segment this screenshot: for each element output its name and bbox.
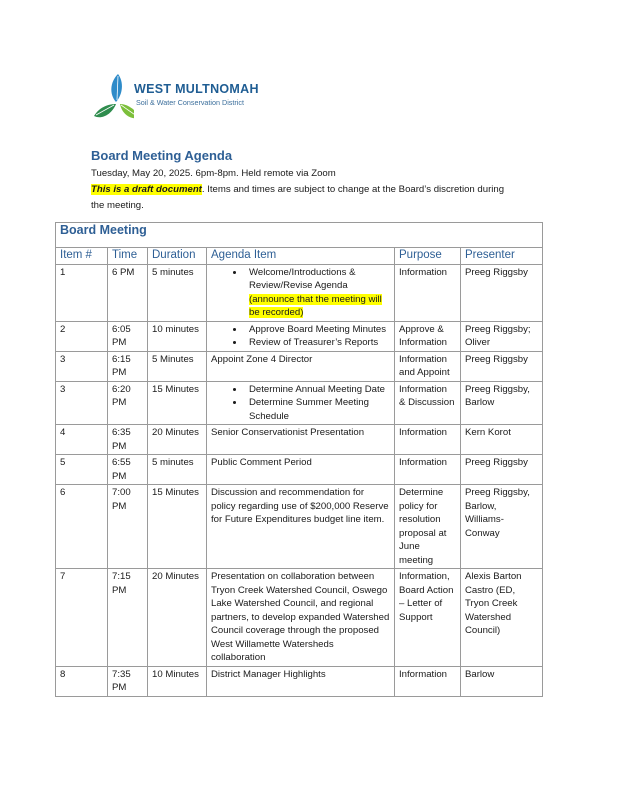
cell-time: 7:00 PM [108,485,148,569]
cell-agenda-item [207,264,395,321]
cell-time: 6:05 PM [108,321,148,351]
table-row [56,569,543,667]
table-header-row [56,248,543,265]
cell-duration: 20 Minutes [148,569,207,667]
cell-agenda-item: Appoint Zone 4 Director [207,351,395,381]
cell-purpose: Information [395,666,461,696]
cell-agenda-item: Presentation on collaboration between Tryon Creek Watershed Council, Oswego Lake Watershed Council, and regional partners, to develop expanded Watershed Council coverage through the proposed West Willamette Watersheds collaboration [207,569,395,667]
cell-presenter: Preeg Riggsby [461,264,543,321]
cell-time: 6:20 PM [108,381,148,425]
cell-item: 4 [56,425,108,455]
agenda-table [55,222,543,697]
cell-agenda-item [207,381,395,425]
agenda-bullet: • Approve Board Meeting Minutes [245,323,390,337]
cell-item: 6 [56,485,108,569]
cell-item: 5 [56,455,108,485]
cell-purpose: Information, Board Action – Letter of Support [395,569,461,667]
cell-purpose: Information [395,264,461,321]
org-subtitle: Soil & Water Conservation District [136,98,244,107]
cell-time: 7:15 PM [108,569,148,667]
cell-purpose: Determine policy for resolution proposal at June meeting [395,485,461,569]
cell-time: 6 PM [108,264,148,321]
table-title: Board Meeting [56,223,543,248]
table-row [56,381,543,425]
cell-presenter: Preeg Riggsby [461,351,543,381]
cell-item: 3 [56,351,108,381]
draft-label: This is a draft document [91,184,202,195]
page-title: Board Meeting Agenda [91,148,233,163]
table-row [56,351,543,381]
cell-agenda-item [207,321,395,351]
cell-presenter: Preeg Riggsby, Barlow [461,381,543,425]
cell-presenter: Alexis Barton Castro (ED, Tryon Creek Watershed Council) [461,569,543,667]
header-time: Time [108,248,148,265]
draft-notice-text: . Items and times are subject to change at the Board’s discretion during [201,184,505,195]
cell-purpose: Information [395,455,461,485]
district-logo [90,72,330,127]
agenda-bullet-text: Welcome/Introductions & Review/Revise Agenda [249,266,356,291]
header-item: Item # [56,248,108,265]
recording-note: (announce that the meeting will be recorded) [249,293,382,318]
org-name: WEST MULTNOMAH [134,82,259,96]
cell-agenda-item: District Manager Highlights [207,666,395,696]
cell-time: 7:35 PM [108,666,148,696]
agenda-bullet: • Review of Treasurer’s Reports [245,336,390,350]
cell-duration: 5 Minutes [148,351,207,381]
table-row [56,485,543,569]
cell-purpose: Approve & Information [395,321,461,351]
leaf-logo-icon [90,72,134,127]
table-row [56,666,543,696]
table-row [56,425,543,455]
cell-duration: 10 minutes [148,321,207,351]
cell-agenda-item: Public Comment Period [207,455,395,485]
cell-agenda-item: Discussion and recommendation for policy regarding use of $200,000 Reserve for Future Expenditures budget line item. [207,485,395,569]
cell-presenter: Barlow [461,666,543,696]
header-duration: Duration [148,248,207,265]
cell-item: 7 [56,569,108,667]
cell-duration: 5 minutes [148,455,207,485]
agenda-bullet [245,266,390,320]
table-row [56,264,543,321]
agenda-bullet: • Determine Summer Meeting Schedule [245,396,390,423]
cell-presenter: Preeg Riggsby [461,455,543,485]
header-purpose: Purpose [395,248,461,265]
cell-purpose: Information [395,425,461,455]
cell-item: 2 [56,321,108,351]
cell-presenter: Kern Korot [461,425,543,455]
cell-time: 6:35 PM [108,425,148,455]
cell-time: 6:15 PM [108,351,148,381]
cell-duration: 15 Minutes [148,381,207,425]
cell-purpose: Information & Discussion [395,381,461,425]
cell-item: 3 [56,381,108,425]
cell-item: 1 [56,264,108,321]
cell-duration: 5 minutes [148,264,207,321]
cell-item: 8 [56,666,108,696]
cell-presenter: Preeg Riggsby, Barlow, Williams-Conway [461,485,543,569]
header-agenda-item: Agenda Item [207,248,395,265]
table-row [56,321,543,351]
cell-agenda-item: Senior Conservationist Presentation [207,425,395,455]
cell-duration: 20 Minutes [148,425,207,455]
draft-notice-continued: the meeting. [91,200,144,211]
header-presenter: Presenter [461,248,543,265]
table-row [56,455,543,485]
cell-time: 6:55 PM [108,455,148,485]
meeting-date-line: Tuesday, May 20, 2025. 6pm-8pm. Held remote via Zoom [91,168,336,179]
cell-duration: 10 Minutes [148,666,207,696]
agenda-bullet: • Determine Annual Meeting Date [245,383,390,397]
cell-presenter: Preeg Riggsby; Oliver [461,321,543,351]
draft-notice [91,184,504,195]
cell-purpose: Information and Appoint [395,351,461,381]
cell-duration: 15 Minutes [148,485,207,569]
